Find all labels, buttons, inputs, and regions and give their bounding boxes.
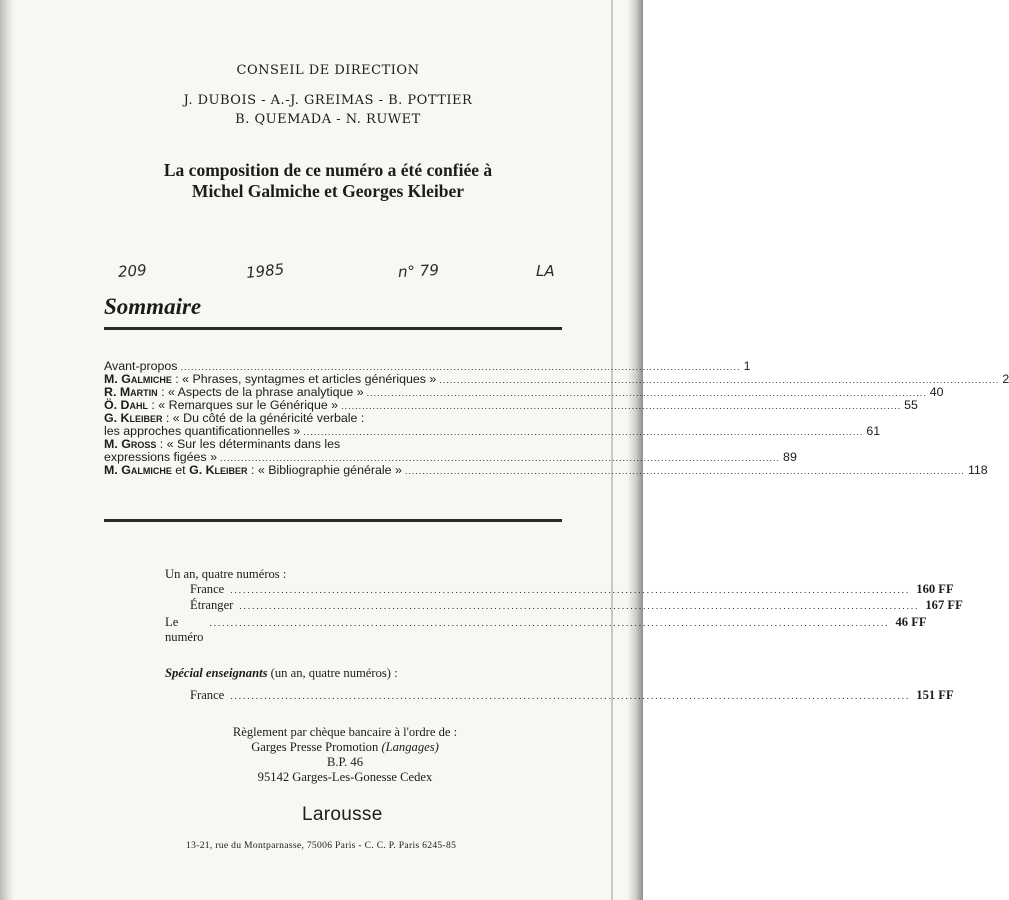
board-members-line2: B. QUEMADA - N. RUWET (235, 112, 421, 127)
toc-entry-title: Avant-propos (104, 359, 178, 373)
toc-leader: ................................................................................................................................................................ (439, 375, 1000, 385)
subscription-intro: Un an, quatre numéros : (165, 567, 287, 581)
price-label: France (190, 688, 225, 702)
price-row-numero (165, 615, 927, 645)
toc-entry-title-continued: les approches quantificationnelles » (104, 424, 301, 438)
page-right-shadow (627, 0, 643, 900)
handwritten-note-4: LA (536, 262, 555, 280)
toc-author: G. Kleiber (104, 411, 163, 425)
toc-entry (104, 463, 988, 477)
toc-author: G. Kleiber (189, 463, 248, 477)
price-row-france (190, 582, 954, 597)
payment-payee: Garges Presse Promotion (251, 740, 382, 754)
price-leader: ................................................................................................................................................................ (230, 691, 911, 701)
toc-leader: ................................................................................................................................................................ (366, 388, 927, 398)
price-row-special-france (190, 688, 954, 703)
price-leader: ................................................................................................................................................................ (209, 618, 890, 628)
composition-editors: Michel Galmiche et Georges Kleiber (191, 181, 465, 201)
special-offer-line (165, 666, 398, 681)
special-offer-label: Spécial enseignants (165, 666, 268, 680)
toc-entry-title: : « Du côté de la généricité verbale : (162, 411, 365, 425)
toc-page-number: 2 (1002, 372, 1009, 386)
table-of-contents (104, 359, 1009, 477)
toc-leader: ................................................................................................................................................................ (180, 362, 741, 372)
price-leader: ................................................................................................................................................................ (230, 585, 911, 595)
composition-line2 (120, 181, 536, 202)
toc-leader: ................................................................................................................................................................ (404, 466, 965, 476)
toc-entry-title: : « Remarques sur le Générique » (147, 398, 339, 412)
handwritten-note-1: 209 (117, 261, 148, 281)
toc-page-number: 61 (866, 424, 881, 438)
sommaire-heading: Sommaire (104, 294, 202, 319)
publisher-logo: Larousse (302, 804, 383, 825)
publisher-address: 13-21, rue du Montparnasse, 75006 Paris - C. C. P. Paris 6245-85 (186, 840, 457, 851)
toc-leader: ................................................................................................................................................................ (341, 401, 902, 411)
price-label: Le numéro (165, 615, 204, 644)
special-offer-suffix: (un an, quatre numéros) : (267, 666, 398, 680)
toc-entry-title-continued: expressions figées » (104, 450, 217, 464)
toc-entry-title: : « Bibliographie générale » (247, 463, 402, 477)
price-value: 160 FF (916, 582, 954, 596)
toc-entry-title: : « Sur les déterminants dans les (156, 437, 341, 451)
toc-page-number: 1 (743, 359, 751, 373)
price-label: Étranger (190, 598, 234, 612)
toc-author: Ö. Dahl (104, 398, 148, 412)
toc-author: M. Galmiche (104, 463, 172, 477)
board-title: CONSEIL DE DIRECTION (236, 63, 420, 78)
price-row-etranger (190, 598, 963, 613)
price-label: France (190, 582, 225, 596)
toc-author: M. Galmiche (104, 372, 172, 386)
handwritten-note-2: 1985 (245, 260, 286, 282)
toc-leader: ................................................................................................................................................................ (303, 427, 864, 437)
toc-leader: ................................................................................................................................................................ (219, 453, 781, 463)
toc-author: M. Gross (104, 437, 157, 451)
toc-author: R. Martin (104, 385, 158, 399)
price-value: 151 FF (916, 688, 954, 702)
top-rule (104, 327, 562, 330)
toc-page-number: 40 (929, 385, 944, 399)
payment-line1: Règlement par chèque bancaire à l'ordre de : (232, 725, 458, 739)
toc-page-number: 89 (783, 450, 797, 464)
composition-line1: La composition de ce numéro a été confiée à (163, 160, 493, 180)
page-fold-line (611, 0, 613, 900)
toc-page-number: 118 (967, 463, 988, 477)
handwritten-note-3: n° 79 (397, 260, 440, 282)
payment-po-box: B.P. 46 (326, 755, 364, 769)
toc-entry-title: : « Phrases, syntagmes et articles génériques » (171, 372, 437, 386)
payment-city: 95142 Garges-Les-Gonesse Cedex (257, 770, 433, 784)
page-left-shadow (0, 0, 14, 900)
toc-connector: et (171, 463, 190, 477)
bottom-rule (104, 519, 562, 522)
price-value: 46 FF (895, 615, 927, 629)
toc-entry-title: : « Aspects de la phrase analytique » (157, 385, 364, 399)
price-leader: ................................................................................................................................................................ (239, 601, 920, 611)
toc-page-number: 55 (904, 398, 918, 412)
board-members-line1: J. DUBOIS - A.-J. GREIMAS - B. POTTIER (183, 93, 473, 108)
payment-payee-journal: (Langages) (381, 740, 439, 754)
payment-line2 (180, 740, 510, 755)
price-value: 167 FF (925, 598, 963, 612)
